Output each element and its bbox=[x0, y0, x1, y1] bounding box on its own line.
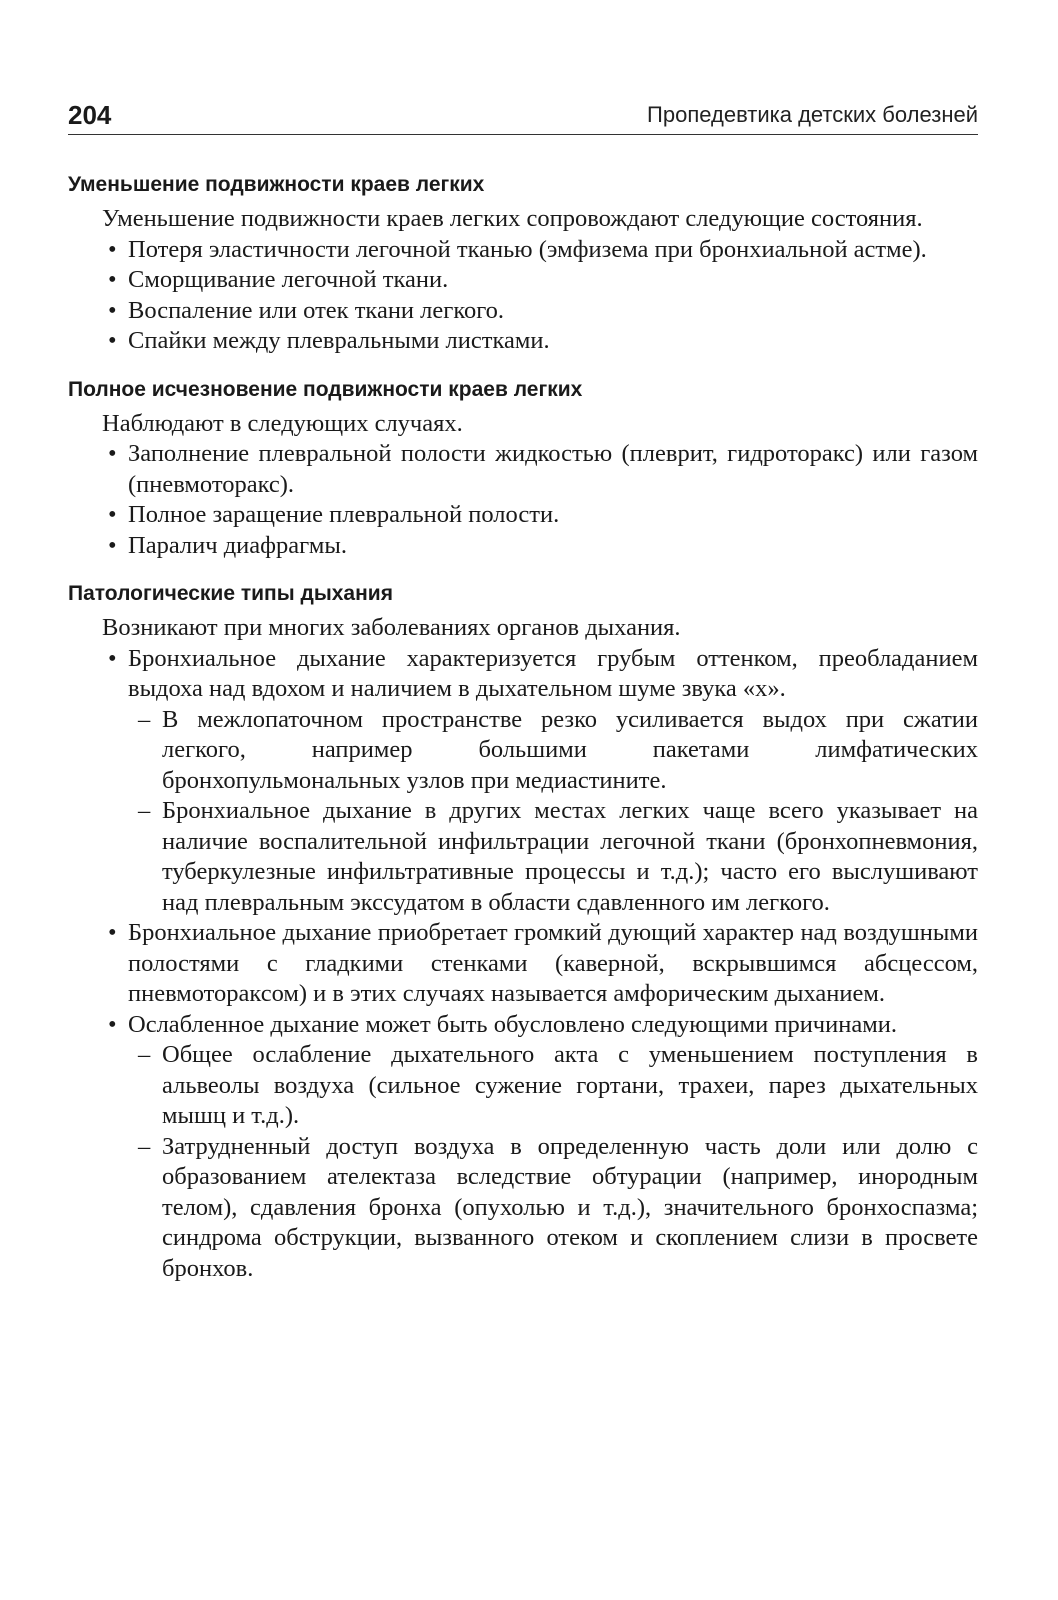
bullet-icon: • bbox=[108, 531, 117, 559]
sub-list-item bbox=[138, 705, 978, 797]
bullet-list bbox=[68, 235, 978, 357]
sub-list-item-text: В межлопаточном пространстве резко усиливается выдох при сжатии легкого, например большими пакетами лимфатических бронхопульмональных узлов при медиастините. bbox=[162, 705, 978, 794]
list-item-text: Потеря эластичности легочной тканью (эмфизема при бронхиальной астме). bbox=[128, 235, 927, 263]
bullet-list bbox=[68, 439, 978, 561]
list-item bbox=[108, 500, 978, 531]
running-title: Пропедевтика детских болезней bbox=[647, 102, 978, 127]
section-heading: Патологические типы дыхания bbox=[68, 582, 393, 605]
list-item-text: Сморщивание легочной ткани. bbox=[128, 266, 449, 293]
section-heading: Полное исчезновение подвижности краев легких bbox=[68, 377, 583, 401]
sub-list-item-text: Общее ослабление дыхательного акта с уменьшением поступления в альвеолы воздуха (сильное сужение гортани, трахеи, парез дыхательных мышц и т.д.). bbox=[162, 1041, 978, 1129]
sub-list-item-text: Бронхиальное дыхание в других местах легких чаще всего указывает на наличие воспалительной инфильтрации легочной ткани (бронхопневмония, туберкулезные инфильтративные процессы и т.д.); часто его выслушивают над плевральным экссудатом в области сдавленного им легкого. bbox=[162, 797, 978, 916]
section-intro: Уменьшение подвижности краев легких сопровождают следующие состояния. bbox=[102, 205, 923, 232]
list-item bbox=[108, 531, 978, 562]
list-item bbox=[108, 265, 978, 296]
bullet-icon: • bbox=[108, 501, 117, 528]
page-header bbox=[68, 96, 978, 135]
dash-icon: – bbox=[138, 705, 151, 733]
bullet-icon: • bbox=[108, 327, 117, 354]
sub-list-item-text: Затрудненный доступ воздуха в определенную часть доли или долю с образованием ателектаза вследствие обтурации (например, инородным телом), сдавления бронха (опухолью и т.д.), значительного бронхоспазма; синдрома обструкции, вызванного отеком и скоплением слизи в просвете бронхов. bbox=[162, 1132, 978, 1282]
dash-list bbox=[128, 705, 978, 919]
dash-icon: – bbox=[138, 797, 151, 824]
bullet-icon: • bbox=[108, 919, 117, 946]
bullet-icon: • bbox=[108, 296, 117, 324]
bullet-icon: • bbox=[108, 644, 117, 672]
bullet-icon: • bbox=[108, 266, 117, 293]
bullet-list bbox=[68, 644, 978, 1285]
list-item-text: Спайки между плевральными листками. bbox=[128, 327, 550, 354]
sub-list-item bbox=[138, 796, 978, 918]
list-item-text: Бронхиальное дыхание характеризуется грубым оттенком, преобладанием выдоха над вдохом и наличием в дыхательном шуме звука «х». bbox=[128, 644, 978, 702]
bullet-icon: • bbox=[108, 1010, 117, 1038]
list-item-text: Воспаление или отек ткани легкого. bbox=[128, 296, 505, 324]
bullet-icon: • bbox=[108, 235, 117, 263]
list-item-text: Паралич диафрагмы. bbox=[128, 531, 347, 559]
section-intro: Наблюдают в следующих случаях. bbox=[102, 409, 463, 437]
dash-icon: – bbox=[138, 1132, 151, 1160]
sub-list-item bbox=[138, 1040, 978, 1132]
list-item bbox=[108, 235, 978, 266]
list-item bbox=[108, 439, 978, 500]
list-item-text: Бронхиальное дыхание приобретает громкий дующий характер над воздушными полостями с гладкими стенками (каверной, вскрывшимся абсцессом, пневмотораксом) и в этих случаях называется амфорическим дыханием. bbox=[128, 919, 978, 1007]
sub-list-item bbox=[138, 1132, 978, 1285]
list-item bbox=[108, 918, 978, 1010]
bullet-icon: • bbox=[108, 440, 117, 467]
list-item bbox=[108, 644, 978, 919]
list-item bbox=[108, 326, 978, 357]
page-number: 204 bbox=[68, 100, 112, 130]
section-heading: Уменьшение подвижности краев легких bbox=[68, 173, 485, 196]
list-item bbox=[108, 1010, 978, 1285]
section-intro: Возникают при многих заболеваниях органов дыхания. bbox=[102, 614, 681, 641]
dash-list bbox=[128, 1040, 978, 1284]
list-item-text: Заполнение плевральной полости жидкостью (плеврит, гидроторакс) или газом (пневмоторакс). bbox=[128, 440, 978, 498]
list-item-text: Ослабленное дыхание может быть обусловлено следующими причинами. bbox=[128, 1010, 897, 1038]
list-item bbox=[108, 296, 978, 327]
page-content bbox=[68, 170, 978, 1284]
dash-icon: – bbox=[138, 1041, 151, 1068]
list-item-text: Полное заращение плевральной полости. bbox=[128, 501, 560, 528]
